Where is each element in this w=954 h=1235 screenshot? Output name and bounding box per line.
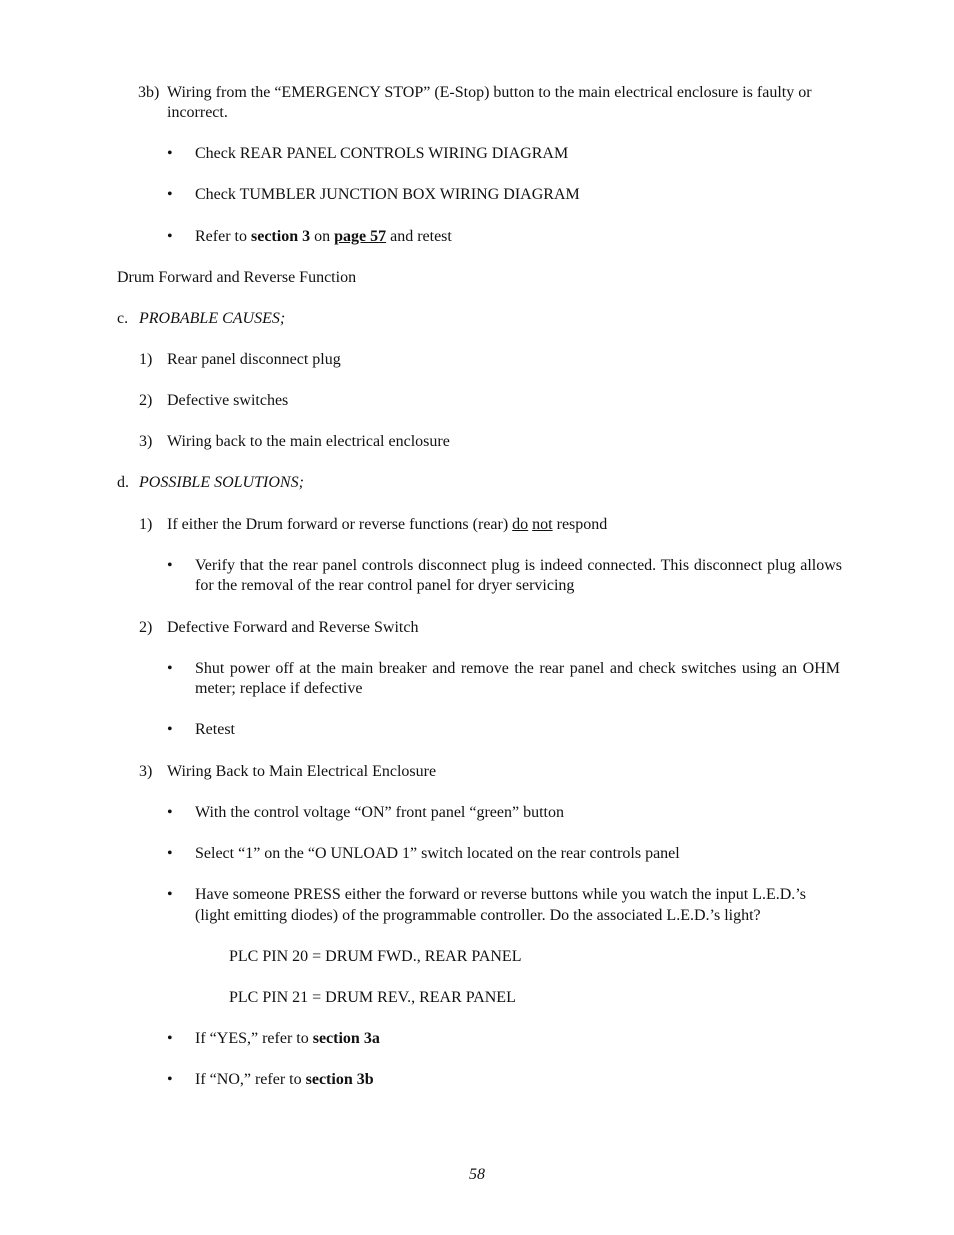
section-ref: section 3 [250, 228, 311, 245]
solution-text-end: respond [556, 516, 608, 533]
plc-pin-line: PLC PIN 20 = DRUM FWD., REAR PANEL [229, 948, 522, 965]
list-item: Defective Forward and Reverse Switch [167, 619, 419, 636]
bullet-icon: • [167, 1030, 173, 1047]
section-title: POSSIBLE SOLUTIONS; [139, 474, 304, 491]
bullet-text: Select “1” on the “O UNLOAD 1” switch located on the rear controls panel [195, 845, 680, 862]
bullet-icon: • [167, 845, 173, 862]
bullet-icon: • [167, 186, 173, 203]
page-number: 58 [469, 1166, 485, 1183]
bullet-icon: • [167, 557, 173, 574]
bullet-text: Have someone PRESS either the forward or reverse buttons while you watch the input L.E.D.’s [195, 886, 806, 903]
section-letter: d. [117, 474, 129, 491]
if-no-text: If “NO,” refer to [195, 1071, 302, 1088]
plc-pin-line: PLC PIN 21 = DRUM REV., REAR PANEL [229, 989, 516, 1006]
bullet-icon: • [167, 1071, 173, 1088]
section-title: PROBABLE CAUSES; [139, 310, 286, 327]
emphasis-not: not [532, 516, 553, 533]
item-number: 1) [139, 351, 153, 368]
bullet-text [195, 1029, 380, 1049]
bullet-icon: • [167, 804, 173, 821]
bullet-text: Check TUMBLER JUNCTION BOX WIRING DIAGRAM [195, 186, 580, 203]
list-item: Wiring back to the main electrical enclosure [167, 433, 450, 450]
bullet-text: Check REAR PANEL CONTROLS WIRING DIAGRAM [195, 145, 569, 162]
list-item: Defective switches [167, 392, 289, 409]
bullet-text: Shut power off at the main breaker and remove the rear panel and check switches using an OHM meter; replace if defective [195, 660, 840, 697]
list-item: Rear panel disconnect plug [167, 351, 341, 368]
item-number: 1) [139, 516, 153, 533]
emphasis-do: do [512, 516, 529, 533]
bullet-text: Retest [195, 721, 235, 738]
section-ref: section 3a [312, 1030, 380, 1047]
bullet-icon: • [167, 721, 173, 738]
list-item: Wiring Back to Main Electrical Enclosure [167, 763, 437, 780]
item-number: 3) [139, 433, 153, 450]
section-ref: section 3b [305, 1071, 374, 1088]
item-text: Wiring from the “EMERGENCY STOP” (E-Stop) button to the main electrical enclosure is faulty or [167, 84, 812, 101]
item-number: 2) [139, 619, 153, 636]
bullet-icon: • [167, 228, 173, 245]
section-heading: Drum Forward and Reverse Function [117, 269, 357, 286]
solution-text: If either the Drum forward or reverse functions (rear) [167, 516, 509, 533]
page-ref-link[interactable]: page 57 [334, 228, 387, 245]
bullet-text [195, 1070, 374, 1090]
on-text: on [314, 228, 331, 245]
if-yes-text: If “YES,” refer to [195, 1030, 309, 1047]
list-item [167, 515, 607, 535]
item-number: 3b) [138, 84, 160, 101]
bullet-text: Verify that the rear panel controls disconnect plug is indeed connected. This disconnect plug allows for the removal of the rear control panel for dryer servicing [195, 557, 842, 594]
bullet-text [195, 227, 452, 247]
refer-text: Refer to [195, 228, 247, 245]
retest-text: and retest [390, 228, 452, 245]
item-number: 3) [139, 763, 153, 780]
bullet-text: With the control voltage “ON” front panel “green” button [195, 804, 564, 821]
bullet-icon: • [167, 660, 173, 677]
bullet-text-continued: (light emitting diodes) of the programmable controller. Do the associated L.E.D.’s light? [195, 907, 761, 924]
section-letter: c. [117, 310, 129, 327]
item-text-continued: incorrect. [167, 104, 228, 121]
bullet-icon: • [167, 886, 173, 903]
item-number: 2) [139, 392, 153, 409]
bullet-icon: • [167, 145, 173, 162]
